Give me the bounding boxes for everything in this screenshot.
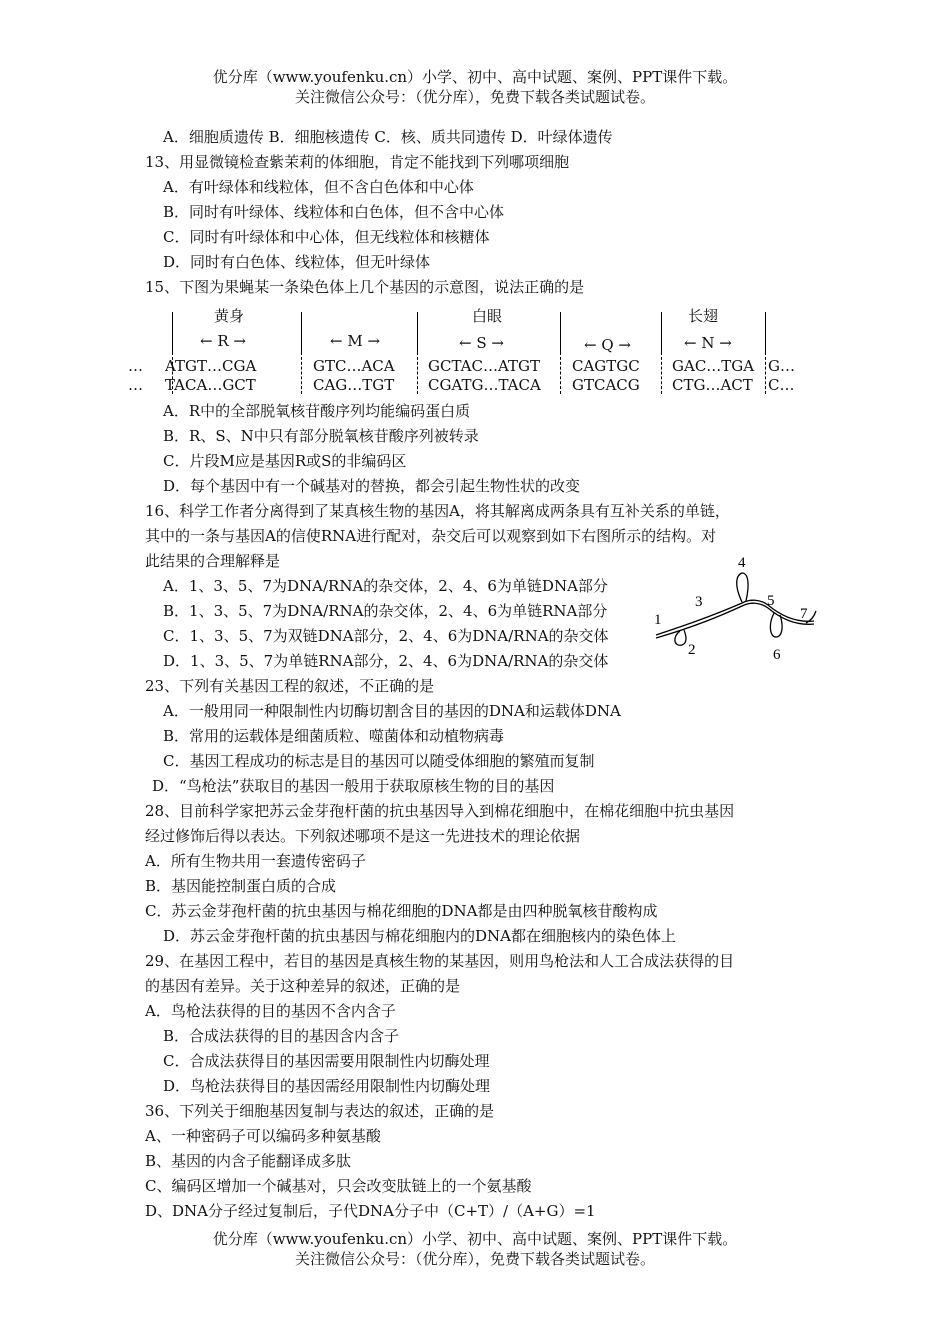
strand-top-seq: CAGTGC <box>572 357 640 375</box>
hybrid-strand-lower <box>656 603 814 638</box>
q16-hybrid-diagram <box>650 555 820 665</box>
q29-option-a: A．鸟枪法获得的目的基因不含内含子 <box>145 1002 396 1020</box>
diagram-label-6: 6 <box>773 647 781 663</box>
gene-boundary-dashed <box>661 352 662 394</box>
q15-stem: 15、下图为果蝇某一条染色体上几个基因的示意图，说法正确的是 <box>145 278 585 296</box>
hybrid-strand-upper <box>656 600 814 635</box>
q15-option-d: D．每个基因中有一个碱基对的替换，都会引起生物性状的改变 <box>163 477 581 495</box>
loop-4 <box>737 573 748 602</box>
q29-stem-line-1: 29、在基因工程中，若目的基因是真核生物的某基因，则用鸟枪法和人工合成法获得的目 <box>145 952 735 970</box>
q13-option-c: C．同时有叶绿体和中心体，但无线粒体和核糖体 <box>163 228 490 246</box>
strand-top-seq: GCTAC…ATGT <box>428 357 540 375</box>
q23-option-d: D．“鸟枪法”获取目的基因一般用于获取原核生物的目的基因 <box>152 777 555 795</box>
gene-boundary-dashed <box>417 352 418 394</box>
gene-boundary <box>172 312 173 352</box>
gene-boundary <box>765 312 766 352</box>
q13-option-b: B．同时有叶绿体、线粒体和白色体，但不含中心体 <box>163 203 505 221</box>
diagram-label-2: 2 <box>688 642 696 658</box>
gene-boundary <box>417 312 418 352</box>
strand-top-seq: G… <box>768 357 795 375</box>
q28-stem-line-2: 经过修饰后得以表达。下列叙述哪项不是这一先进技术的理论依据 <box>145 827 581 845</box>
strand-top-seq: ATGT…CGA <box>165 357 257 375</box>
gene-boundary-dashed <box>765 352 766 394</box>
strand-top-seq: GTC…ACA <box>313 357 395 375</box>
strand-bottom-seq: GTCACG <box>572 376 640 394</box>
q28-option-a: A．所有生物共用一套遗传密码子 <box>145 852 366 870</box>
trait-label-white-eye: 白眼 <box>472 307 503 325</box>
trait-label-long-wing: 长翅 <box>688 307 719 325</box>
q16-stem-line-1: 16、科学工作者分离得到了某真核生物的基因A，将其解离成两条具有互补关系的单链， <box>145 502 730 520</box>
q23-stem: 23、下列有关基因工程的叙述，不正确的是 <box>145 677 435 695</box>
q29-option-c: C．合成法获得目的基因需要用限制性内切酶处理 <box>163 1052 490 1070</box>
q36-option-c: C、编码区增加一个碱基对，只会改变肽链上的一个氨基酸 <box>145 1177 532 1195</box>
gene-boundary-dashed <box>301 352 302 394</box>
footer-line-2: 关注微信公众号：（优分库），免费下载各类试题试卷。 <box>294 1250 655 1268</box>
q23-option-b: B．常用的运载体是细菌质粒、噬菌体和动植物病毒 <box>163 727 505 745</box>
q28-option-c: C．苏云金芽孢杆菌的抗虫基因与棉花细胞的DNA都是由四种脱氧核苷酸构成 <box>145 902 658 920</box>
segment-label-n: ← N → <box>684 334 732 352</box>
segment-label-s: ← S → <box>459 334 504 352</box>
strand-bottom-seq: CAG…TGT <box>313 376 395 394</box>
q23-option-a: A．一般用同一种限制性内切酶切割含目的基因的DNA和运载体DNA <box>163 702 621 720</box>
q16-stem-line-3: 此结果的合理解释是 <box>145 552 281 570</box>
q36-stem: 36、下列关于细胞基因复制与表达的叙述，正确的是 <box>145 1102 495 1120</box>
segment-label-m: ← M → <box>330 332 381 350</box>
q28-stem-line-1: 28、目前科学家把苏云金芽孢杆菌的抗虫基因导入到棉花细胞中，在棉花细胞中抗虫基因 <box>145 802 735 820</box>
segment-label-q: ← Q → <box>584 336 631 354</box>
strand-bottom-seq: CTG…ACT <box>672 376 753 394</box>
strand-top-seq: GAC…TGA <box>672 357 755 375</box>
gene-boundary <box>560 312 561 352</box>
header-line-1: 优分库（www.youfenku.cn）小学、初中、高中试题、案例、PPT课件下载。 <box>212 68 738 86</box>
q16-option-c: C．1、3、5、7为双链DNA部分，2、4、6为DNA/RNA的杂交体 <box>163 627 609 645</box>
q36-option-d: D、DNA分子经过复制后，子代DNA分子中（C+T）/（A+G）=1 <box>145 1202 596 1220</box>
q29-option-d: D．鸟枪法获得目的基因需经用限制性内切酶处理 <box>163 1077 491 1095</box>
q16-stem-line-2: 其中的一条与基因A的信使RNA进行配对，杂交后可以观察到如下右图所示的结构。对 <box>145 527 717 545</box>
gene-boundary <box>661 312 662 352</box>
q16-option-a: A．1、3、5、7为DNA/RNA的杂交体，2、4、6为单链DNA部分 <box>163 577 608 595</box>
q15-option-c: C．片段M应是基因R或S的非编码区 <box>163 452 407 470</box>
q29-option-b: B．合成法获得的目的基因含内含子 <box>163 1027 400 1045</box>
q23-option-c: C．基因工程成功的标志是目的基因可以随受体细胞的繁殖而复制 <box>163 752 595 770</box>
strand-bottom-seq: TACA…GCT <box>165 376 256 394</box>
diagram-label-1: 1 <box>654 612 662 628</box>
q13-stem: 13、用显微镜检查紫茉莉的体细胞，肯定不能找到下列哪项细胞 <box>145 153 570 171</box>
q13-option-d: D．同时有白色体、线粒体，但无叶绿体 <box>163 253 431 271</box>
q29-stem-line-2: 的基因有差异。关于这种差异的叙述，正确的是 <box>145 977 461 995</box>
trait-label-yellow-body: 黄身 <box>214 307 245 325</box>
q36-option-a: A、一种密码子可以编码多种氨基酸 <box>145 1127 381 1145</box>
strand-bottom-seq: … <box>128 376 143 394</box>
strand-top-seq: … <box>128 357 143 375</box>
q15-option-a: A．R中的全部脱氧核苷酸序列均能编码蛋白质 <box>163 402 471 420</box>
q36-option-b: B、基因的内含子能翻译成多肽 <box>145 1152 352 1170</box>
header-line-2: 关注微信公众号：（优分库），免费下载各类试题试卷。 <box>294 88 655 106</box>
footer-line-1: 优分库（www.youfenku.cn）小学、初中、高中试题、案例、PPT课件下载。 <box>212 1230 738 1248</box>
q16-option-b: B．1、3、5、7为DNA/RNA的杂交体，2、4、6为单链RNA部分 <box>163 602 608 620</box>
strand-bottom-seq: CGATG…TACA <box>428 376 541 394</box>
q16-option-d: D．1、3、5、7为单链RNA部分，2、4、6为DNA/RNA的杂交体 <box>163 652 609 670</box>
gene-boundary <box>301 312 302 352</box>
loop-6 <box>770 613 782 637</box>
diagram-label-7: 7 <box>800 606 808 622</box>
q13-option-a: A．有叶绿体和线粒体，但不含白色体和中心体 <box>163 178 474 196</box>
diagram-label-3: 3 <box>695 594 703 610</box>
diagram-label-5: 5 <box>767 593 775 609</box>
segment-label-r: ← R → <box>200 332 246 350</box>
strand-bottom-seq: C… <box>768 376 795 394</box>
q28-option-b: B．基因能控制蛋白质的合成 <box>145 877 337 895</box>
gene-boundary-dashed <box>560 352 561 394</box>
diagram-label-4: 4 <box>738 555 746 571</box>
q15-option-b: B．R、S、N中只有部分脱氧核苷酸序列被转录 <box>163 427 479 445</box>
q28-option-d: D．苏云金芽孢杆菌的抗虫基因与棉花细胞内的DNA都在细胞核内的染色体上 <box>163 927 677 945</box>
q12-options: A．细胞质遗传 B．细胞核遗传 C．核、质共同遗传 D．叶绿体遗传 <box>163 128 613 146</box>
